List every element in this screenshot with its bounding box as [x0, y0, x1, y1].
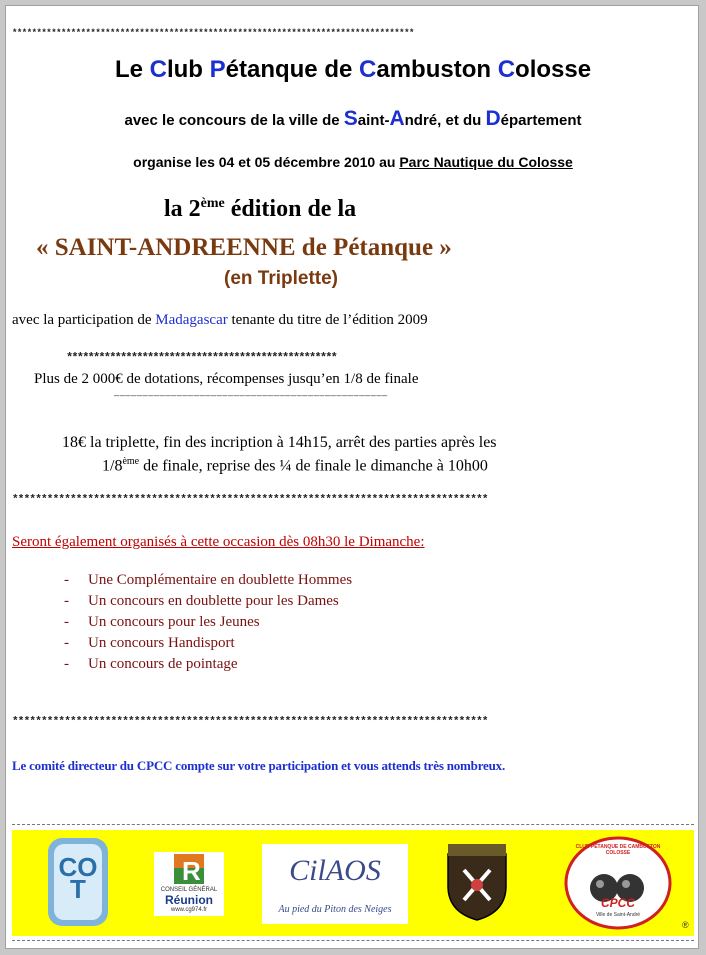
prizes-underline: ________________________________________________	[114, 386, 388, 396]
top-stars-separator: **********************************************************************************	[12, 28, 414, 38]
region-line-1: CONSEIL GÉNÉRAL	[160, 887, 218, 893]
sponsor-line	[6, 107, 699, 131]
sponsor-initial: D	[485, 107, 501, 130]
venue-name: Parc Nautique du Colosse	[399, 154, 573, 170]
title-part: lub	[166, 56, 210, 83]
tournament-format: (en Triplette)	[224, 268, 339, 289]
event-text: Un concours en doublette pour les Dames	[88, 593, 339, 609]
title-part: olosse	[515, 56, 592, 83]
participation-text: avec la participation de	[12, 312, 156, 328]
lower-stars-separator: **********************************************************************************	[12, 716, 488, 728]
event-text: Un concours Handisport	[88, 635, 235, 651]
participation-line	[12, 312, 428, 329]
bullet: -	[64, 614, 69, 630]
list-item	[64, 635, 235, 652]
middle-stars-separator: **********************************************************************************	[12, 494, 488, 506]
title-initial: C	[497, 56, 516, 83]
cilaos-tagline: Au pied du Piton des Neiges	[278, 904, 392, 915]
coat-of-arms-icon	[440, 840, 514, 924]
cilaos-logo	[262, 844, 408, 924]
fees-line-2	[102, 456, 488, 475]
bullet: -	[64, 572, 69, 588]
bullet: -	[64, 656, 69, 672]
sponsor-logos-band	[12, 830, 694, 936]
edition-text: édition de la	[224, 196, 357, 222]
cpcc-club-logo	[564, 836, 672, 930]
event-text: Une Complémentaire en doublette Hommes	[88, 572, 353, 588]
list-item	[64, 614, 260, 631]
sponsor-text: ndré	[404, 112, 438, 129]
sponsor-initial: A	[389, 107, 405, 130]
bullet: -	[64, 635, 69, 651]
prizes-stars: **************************************************	[66, 351, 337, 365]
participation-text: tenante du titre de l’édition 2009	[227, 312, 428, 328]
fees-line-1: 18€ la triplette, fin des incription à 14h15, arrêt des parties après les	[62, 434, 497, 451]
title-part: Le	[114, 56, 150, 83]
fees-sup: ème	[122, 456, 140, 467]
svg-text:R: R	[182, 856, 201, 886]
sponsor-initial: S	[343, 107, 358, 130]
fees-fraction: 1/8	[102, 457, 123, 475]
list-item	[64, 572, 353, 589]
event-text: Un concours de pointage	[88, 656, 238, 672]
cot-logo-text: COT	[58, 852, 98, 904]
sponsor-text: , et du	[437, 112, 486, 129]
cot-logo	[42, 834, 114, 930]
title-initial: C	[359, 56, 377, 83]
region-r-icon	[154, 852, 224, 886]
sunday-heading: Seront également organisés à cette occasion dès 08h30 le Dimanche:	[12, 534, 425, 550]
cilaos-logo-text: CilAOS	[289, 854, 381, 887]
cpcc-logo-text: CPCC	[600, 896, 635, 910]
list-item	[64, 593, 339, 610]
list-item	[64, 656, 238, 673]
title-initial: P	[209, 56, 226, 83]
saint-andre-coat-of-arms	[440, 840, 514, 924]
title-part: ambuston	[376, 56, 498, 83]
sponsor-text: avec le concours de la ville de	[124, 112, 344, 129]
cpcc-ring-text: CLUB PÉTANQUE DE CAMBUSTON COLOSSE	[575, 844, 661, 856]
region-line-2: Réunion	[165, 893, 213, 907]
small-mark-icon: ®	[682, 920, 689, 930]
date-line	[6, 154, 699, 170]
sponsor-text: épartement	[500, 112, 582, 129]
footer-bottom-divider	[12, 940, 694, 941]
title-initial: C	[149, 56, 167, 83]
edition-line	[164, 196, 356, 223]
footer-top-divider	[12, 824, 694, 825]
title-part: étanque de	[225, 56, 359, 83]
conseil-general-logo	[154, 852, 224, 916]
edition-sup: ème	[200, 196, 225, 211]
prizes-text: Plus de 2 000€ de dotations, récompenses jusqu’en 1/8 de finale	[34, 371, 419, 387]
cpcc-subtitle: Ville de Saint-André	[595, 912, 641, 918]
flyer-page	[5, 5, 699, 949]
closing-line: Le comité directeur du CPCC compte sur votre participation et vous attends très nombreux.	[12, 758, 505, 773]
event-text: Un concours pour les Jeunes	[88, 614, 260, 630]
region-line-3: www.cg974.fr	[170, 907, 207, 913]
bullet: -	[64, 593, 69, 609]
fees-text: de finale, reprise des ¼ de finale le dimanche à 10h00	[139, 457, 488, 475]
edition-number: la 2	[164, 196, 201, 222]
tournament-name: « SAINT-ANDREENNE de Pétanque »	[36, 234, 452, 261]
club-title	[6, 56, 699, 84]
sponsor-text: aint-	[357, 112, 390, 129]
date-text: organise les 04 et 05 décembre 2010 au	[133, 154, 400, 170]
participation-country: Madagascar	[155, 312, 228, 328]
